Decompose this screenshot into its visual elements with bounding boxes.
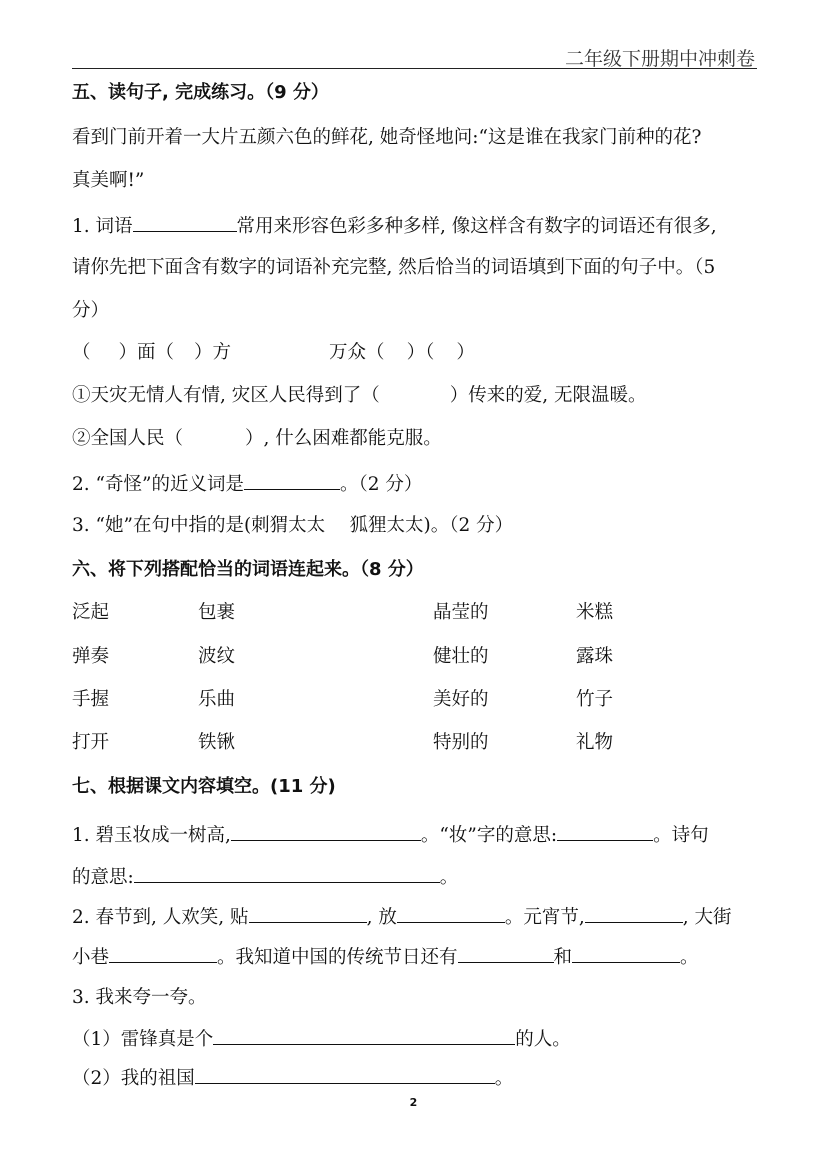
s7-q1-blank-2[interactable] xyxy=(557,820,653,841)
s7-q3-1: （1）雷锋真是个 的人。 xyxy=(72,1024,757,1053)
s5-sentence-2: ②全国人民（ ）, 什么困难都能克服。 xyxy=(72,428,442,449)
match-right-4[interactable]: 铁锹 xyxy=(198,732,236,753)
match-noun-4[interactable]: 礼物 xyxy=(576,732,614,753)
s5-q2: 2. “奇怪”的近义词是 。（2 分） xyxy=(72,469,757,498)
s7-q2-blank-5[interactable] xyxy=(458,942,554,963)
page-number: 2 xyxy=(409,1096,418,1109)
section6-heading: 六、将下列搭配恰当的词语连起来。（8 分） xyxy=(72,559,424,580)
idiom-row xyxy=(72,340,757,366)
match-adj-1[interactable]: 晶莹的 xyxy=(433,602,489,623)
section5-heading: 五、读句子, 完成练习。（9 分） xyxy=(72,82,329,103)
s5-q1-line2: 请你先把下面含有数字的词语补充完整, 然后恰当的词语填到下面的句子中。（5 xyxy=(72,257,716,278)
s7-q2-blank-2[interactable] xyxy=(397,902,505,923)
match-noun-2[interactable]: 露珠 xyxy=(576,646,614,667)
s5-q1-line1 xyxy=(72,211,757,240)
page-header-title: 二年级下册期中冲刺卷 xyxy=(564,48,755,70)
idiom1: （ ）面（ ）方 xyxy=(72,342,232,363)
section7-heading: 七、根据课文内容填空。(11 分) xyxy=(72,776,336,797)
match-noun-1[interactable]: 米糕 xyxy=(576,602,614,623)
passage-line-1: 看到门前开着一大片五颜六色的鲜花, 她奇怪地问:“这是谁在我家门前种的花? xyxy=(72,127,702,148)
match-right-1[interactable]: 包裹 xyxy=(198,602,236,623)
match-right-2[interactable]: 波纹 xyxy=(198,646,236,667)
s5-sentence-1: ①天灾无情人有情, 灾区人民得到了（ ）传来的爱, 无限温暖。 xyxy=(72,385,647,406)
s5-q1-suffix: 常用来形容色彩多种多样, 像这样含有数字的词语还有很多, xyxy=(236,216,717,237)
idiom2: 万众（ ）（ ） xyxy=(329,342,475,363)
s7-q2-blank-1[interactable] xyxy=(249,902,367,923)
s7-q1-line1: 1. 碧玉妆成一树高, 。“妆”字的意思: 。诗句 xyxy=(72,820,757,849)
s7-q1-line2: 的意思: 。 xyxy=(72,862,757,891)
match-left-1[interactable]: 泛起 xyxy=(72,602,110,623)
s5-q3: 3. “她”在句中指的是(刺猬太太 狐狸太太)。（2 分） xyxy=(72,515,514,536)
match-right-3[interactable]: 乐曲 xyxy=(198,689,236,710)
match-adj-3[interactable]: 美好的 xyxy=(433,689,489,710)
match-left-4[interactable]: 打开 xyxy=(72,732,110,753)
s7-q1-blank-3[interactable] xyxy=(134,862,440,883)
s7-q2-line1: 2. 春节到, 人欢笑, 贴 , 放 。元宵节, , 大街 xyxy=(72,902,757,931)
match-noun-3[interactable]: 竹子 xyxy=(576,689,614,710)
s7-q2-line2: 小巷 。我知道中国的传统节日还有 和 。 xyxy=(72,942,757,971)
s7-q3-1-blank[interactable] xyxy=(213,1024,515,1045)
match-left-2[interactable]: 弹奏 xyxy=(72,646,110,667)
s7-q2-blank-6[interactable] xyxy=(572,942,680,963)
s7-q3-2-blank[interactable] xyxy=(195,1063,495,1084)
passage-line-2: 真美啊!” xyxy=(72,170,145,191)
s7-q3-2: （2）我的祖国 。 xyxy=(72,1063,757,1092)
s7-q2-blank-3[interactable] xyxy=(585,902,683,923)
s5-q2-blank[interactable] xyxy=(244,469,340,490)
match-adj-2[interactable]: 健壮的 xyxy=(433,646,489,667)
header-rule xyxy=(72,68,757,69)
s5-q1-prefix: 1. 词语 xyxy=(72,216,133,237)
s7-q2-blank-4[interactable] xyxy=(109,942,217,963)
match-left-3[interactable]: 手握 xyxy=(72,689,110,710)
s5-q1-blank[interactable] xyxy=(133,211,237,232)
match-adj-4[interactable]: 特别的 xyxy=(433,732,489,753)
s5-q1-line3: 分） xyxy=(72,300,110,321)
s7-q1-blank-1[interactable] xyxy=(231,820,421,841)
s7-q3: 3. 我来夸一夸。 xyxy=(72,987,207,1008)
